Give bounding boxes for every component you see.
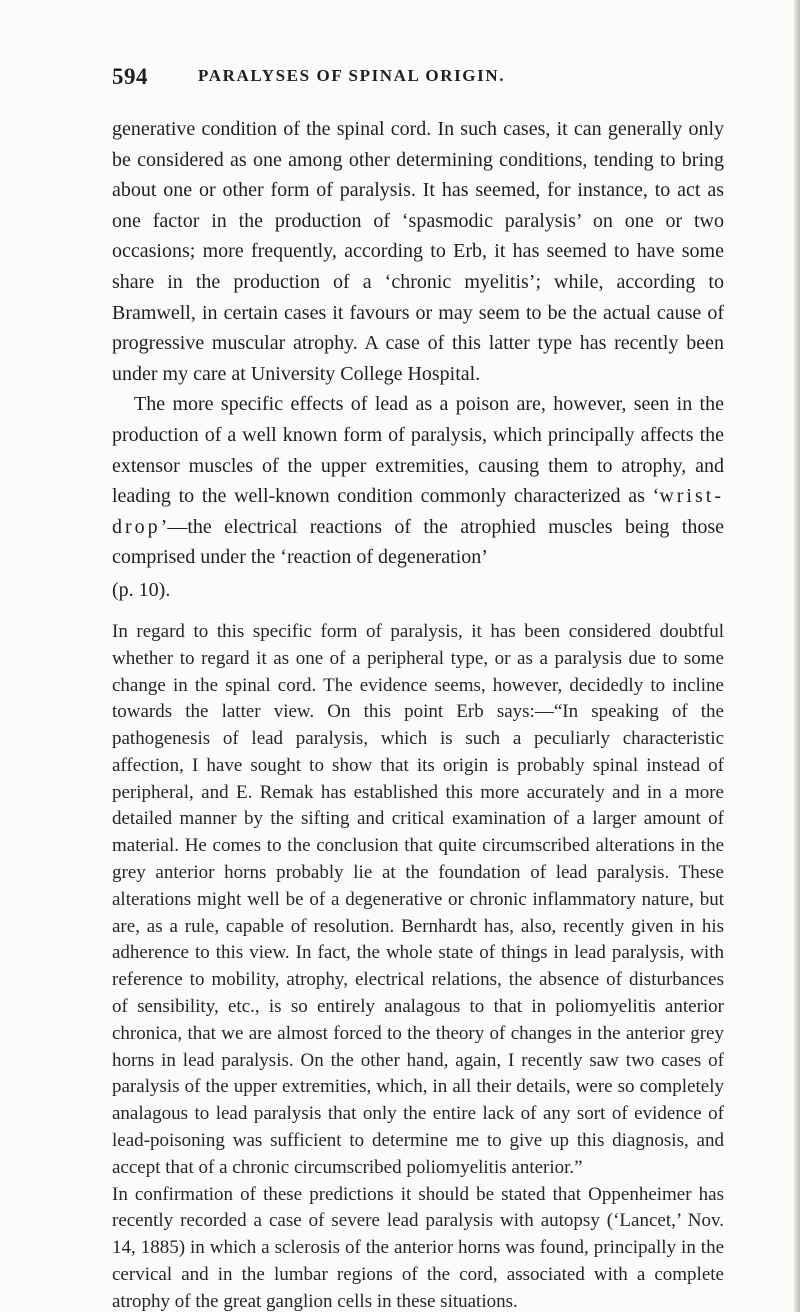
body-text (112, 114, 724, 1316)
wrist-drop-term: wrist-drop (112, 485, 724, 538)
page-number: 594 (112, 64, 148, 89)
paragraph-lead-effects-text: The more specific effects of lead as a poison are, however, seen in the production of a well known form of paralysis, which principally affects the extensor muscles of the upper extremities, causing them to atrophy, and leading to the well-known condition commonly characterized as ‘ (112, 393, 724, 508)
running-head: PARALYSES OF SPINAL ORIGIN. (198, 66, 506, 85)
page-header (112, 64, 712, 94)
paragraph-oppenheimer: In confirmation of these predictions it should be stated that Oppenheimer has recently recorded a case of severe lead paralysis with autopsy (‘Lancet,’ Nov. 14, 1885) in which a sclerosis of the anterior horns was found, principally in the cervical and in the lumbar regions of the cord, associated with a complete atrophy of the great ganglion cells in these situations. (112, 1183, 724, 1312)
page-edge-shadow (794, 0, 800, 1312)
paragraph-lead-effects-tail: ’—the electrical reactions of the atrophied muscles being those comprised under the ‘reaction of degeneration’ (112, 515, 724, 569)
paragraph-continuation: generative condition of the spinal cord. In such cases, it can generally only be considered as one among other determining conditions, tending to bring about one or other form of paralysis. It has seemed, for instance, to act as one factor in the production of ‘spasmodic paralysis’ on one or two occasions; more frequently, according to Erb, it has seemed to have some share in the production of a ‘chronic myelitis’; while, according to Bramwell, in certain cases it favours or may seem to be the actual cause of progressive muscular atrophy. A case of this latter type has recently been under my care at University College Hospital. (112, 118, 724, 385)
page-reference: (p. 10). (112, 578, 171, 601)
paragraph-lead-effects (112, 389, 724, 573)
paragraph-erb-quote: In regard to this specific form of paralysis, it has been considered doubtful whether to regard it as one of a peripheral type, or as a paralysis due to some change in the spinal cord. The evidence seems, however, decidedly to incline towards the latter view. On this point Erb says:—“In speaking of the pathogenesis of lead paralysis, which is such a peculiarly characteristic affection, I have sought to show that its origin is probably spinal instead of peripheral, and E. Remak has established this more accurately and in a more detailed manner by the sifting and critical examination of a larger amount of material. He comes to the conclusion that quite circumscribed alterations in the grey anterior horns probably lie at the foundation of lead paralysis. These alterations might well be of a degenerative or chronic inflammatory nature, but are, as a rule, capable of resolution. Bernhardt has, also, recently given in his adherence to this view. In fact, the whole state of things in lead paralysis, with reference to mobility, atrophy, electrical relations, the absence of disturbances of sensibility, etc., is so entirely analagous to that in poliomyelitis anterior chronica, that we are almost forced to the theory of changes in the anterior grey horns in lead paralysis. On the other hand, again, I recently saw two cases of paralysis of the upper extremities, which, in all their details, were so completely analagous to lead paralysis that only the entire lack of any sort of evidence of lead-poisoning was sufficient to determine me to give up this diagnosis, and accept that of a chronic circumscribed poliomyelitis anterior.” (112, 620, 724, 1178)
